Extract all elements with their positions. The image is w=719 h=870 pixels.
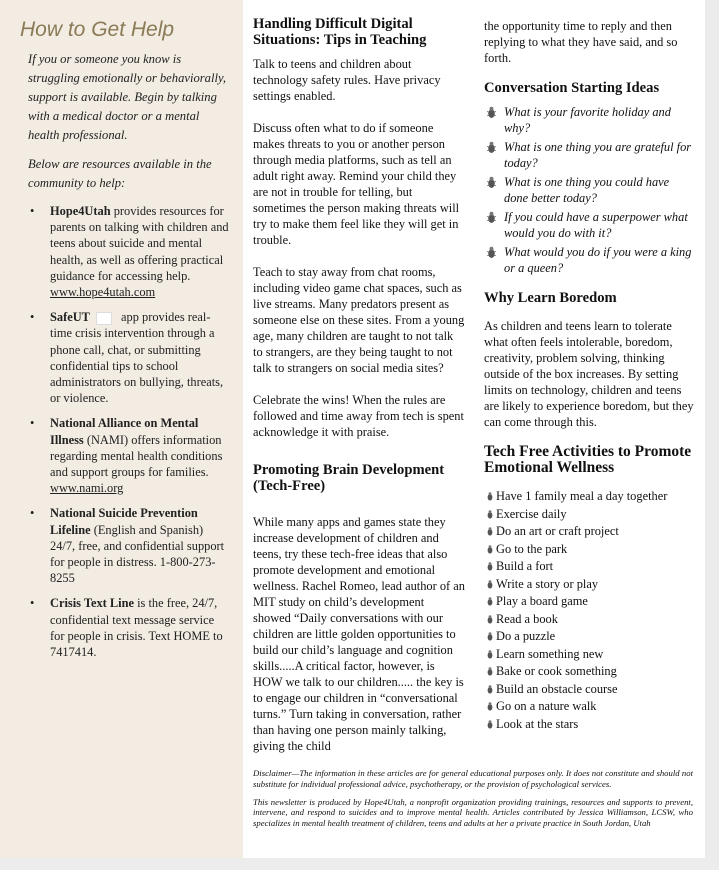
paragraph: Discuss often what to do if someone makes threats to you or another person through media platforms, such as tell an adult right away. Remind your child they are not in trouble for telling, but sometimes the person making threats will try to make them feel like they will get in trouble.: [253, 121, 460, 247]
bug-icon: [486, 614, 494, 625]
bug-icon: [486, 176, 497, 189]
list-item: What would you do if you were a king or a queen?: [484, 244, 696, 276]
paragraph: Celebrate the wins! When the rules are followed and time away from tech is spent acknowledge it with praise.: [253, 393, 464, 439]
activity-list: [484, 488, 696, 733]
credit-text: This newsletter is produced by Hope4Utah, a nonprofit organization providing trainings, resources and supports to prevent, intervene, and respond to suicides and to improve mental health. Articles contributed by Jessica Williamson, LCSW, who specializes in mental health treatment of children, teens and adults at her a private practice in South Jordan, Utah: [253, 796, 693, 829]
list-item: What is one thing you are grateful for today?: [484, 139, 696, 171]
bug-icon: [486, 649, 494, 660]
list-item: Go on a nature walk: [484, 698, 696, 716]
sidebar-intro: If you or someone you know is struggling emotionally or behaviorally, support is available. Begin by talking with a medical doctor or a mental health professional.: [28, 52, 226, 142]
safeut-app-icon: [96, 312, 112, 325]
list-item: Have 1 family meal a day together: [484, 488, 696, 506]
footer-disclaimer: [253, 768, 693, 836]
list-item: Bake or cook something: [484, 663, 696, 681]
resource-item: • Hope4Utah provides resources for parents on talking with children and teens about suicide and mental health, as well as offering practical guidance for accessing help. www.hope4utah.com: [30, 203, 231, 300]
bug-icon: [486, 141, 497, 154]
list-item: Build a fort: [484, 558, 696, 576]
paragraph: As children and teens learn to tolerate what often feels intolerable, boredom, creativity, problem solving, thinking outside of the box increases. By setting limits on technology, children and teens are likely to experience boredom, but they can come through this.: [484, 319, 694, 429]
heading-digital-situations: Handling Difficult Digital Situations: Tips in Teaching: [253, 16, 427, 48]
resource-item: • National Alliance on Mental Illness (NAMI) offers information regarding mental health conditions and support groups for families. www.nami.org: [30, 415, 231, 496]
list-item: What is one thing you could have done better today?: [484, 174, 696, 206]
list-item: Exercise daily: [484, 506, 696, 524]
bug-icon: [486, 701, 494, 712]
sidebar-title: How to Get Help: [20, 18, 175, 41]
bug-icon: [486, 544, 494, 555]
list-item: Play a board game: [484, 593, 696, 611]
bug-icon: [486, 666, 494, 677]
paragraph: Teach to stay away from chat rooms, including video game chat spaces, such as live streams. Many predators present as someone else on these sites. From a young age, many children are taught to not talk to strangers, are they being taught to not talk to strangers on social media sites?: [253, 265, 465, 375]
list-item: Build an obstacle course: [484, 681, 696, 699]
paragraph: While many apps and games state they increase development of children and teens, try these tech-free ideas that also promote development and emotional wellness. Rachel Romeo, lead author of an MIT study on child’s development showed “Daily conversations with our children are little golden opportunities to build our child’s language and cognition skills.....A critical factor, however, is HOW we talk to our children..... the key is to engage our children in “conversational turns.” Turn taking in conversation, rather than having one person mainly talking, giving the child: [253, 515, 465, 753]
help-sidebar: [0, 0, 243, 858]
bug-icon: [486, 211, 497, 224]
bug-icon: [486, 246, 497, 259]
list-item: Look at the stars: [484, 716, 696, 734]
heading-brain-development: Promoting Brain Development (Tech-Free): [253, 462, 445, 494]
list-item: Do a puzzle: [484, 628, 696, 646]
resource-item: • SafeUT app provides real-time crisis intervention through a phone call, chat, or submitting confidential tips to school administrators on bullying, threats, or violence.: [30, 309, 231, 406]
bug-icon: [486, 491, 494, 502]
resource-list: [20, 203, 231, 660]
list-item: Read a book: [484, 611, 696, 629]
bug-icon: [486, 561, 494, 572]
bug-icon: [486, 579, 494, 590]
page-edge-right: [705, 0, 719, 870]
page-edge-bottom: [0, 858, 719, 870]
paragraph-continued: the opportunity time to reply and then replying to what they have said, and so forth.: [484, 19, 678, 65]
heading-conversation-ideas: Conversation Starting Ideas: [484, 80, 660, 96]
nami-link[interactable]: www.nami.org: [50, 481, 124, 496]
paragraph: Talk to teens and children about technology safety rules. Have privacy settings enabled.: [253, 57, 441, 103]
list-item: Write a story or play: [484, 576, 696, 594]
sidebar-intro-resources: Below are resources available in the community to help:: [28, 157, 212, 190]
bug-icon: [486, 526, 494, 537]
conversation-questions: [484, 104, 696, 276]
list-item: Go to the park: [484, 541, 696, 559]
bug-icon: [486, 631, 494, 642]
heading-why-learn-boredom: Why Learn Boredom: [484, 290, 617, 306]
disclaimer-text: Disclaimer—The information in these articles are for general educational purposes only. It does not constitute and should not substitute for individual professional advice, psychotherapy, or the provision of psychological services.: [253, 768, 693, 789]
list-item: Learn something new: [484, 646, 696, 664]
bug-icon: [486, 596, 494, 607]
hope4utah-link[interactable]: www.hope4utah.com: [50, 285, 156, 300]
heading-tech-free-activities: Tech Free Activities to Promote Emotional Wellness: [484, 443, 692, 476]
bug-icon: [486, 719, 494, 730]
article-column-1: [253, 16, 465, 770]
bug-icon: [486, 684, 494, 695]
bug-icon: [486, 106, 497, 119]
list-item: If you could have a superpower what would you do with it?: [484, 209, 696, 241]
article-column-2: [484, 18, 696, 733]
resource-item: • Crisis Text Line is the free, 24/7, confidential text message service for people in crisis. Text HOME to 7417414.: [30, 595, 231, 660]
list-item: What is your favorite holiday and why?: [484, 104, 696, 136]
resource-item: • National Suicide Prevention Lifeline (English and Spanish) 24/7, free, and confidential support for people in distress. 1-800-273-8255: [30, 505, 231, 586]
list-item: Do an art or craft project: [484, 523, 696, 541]
bug-icon: [486, 509, 494, 520]
